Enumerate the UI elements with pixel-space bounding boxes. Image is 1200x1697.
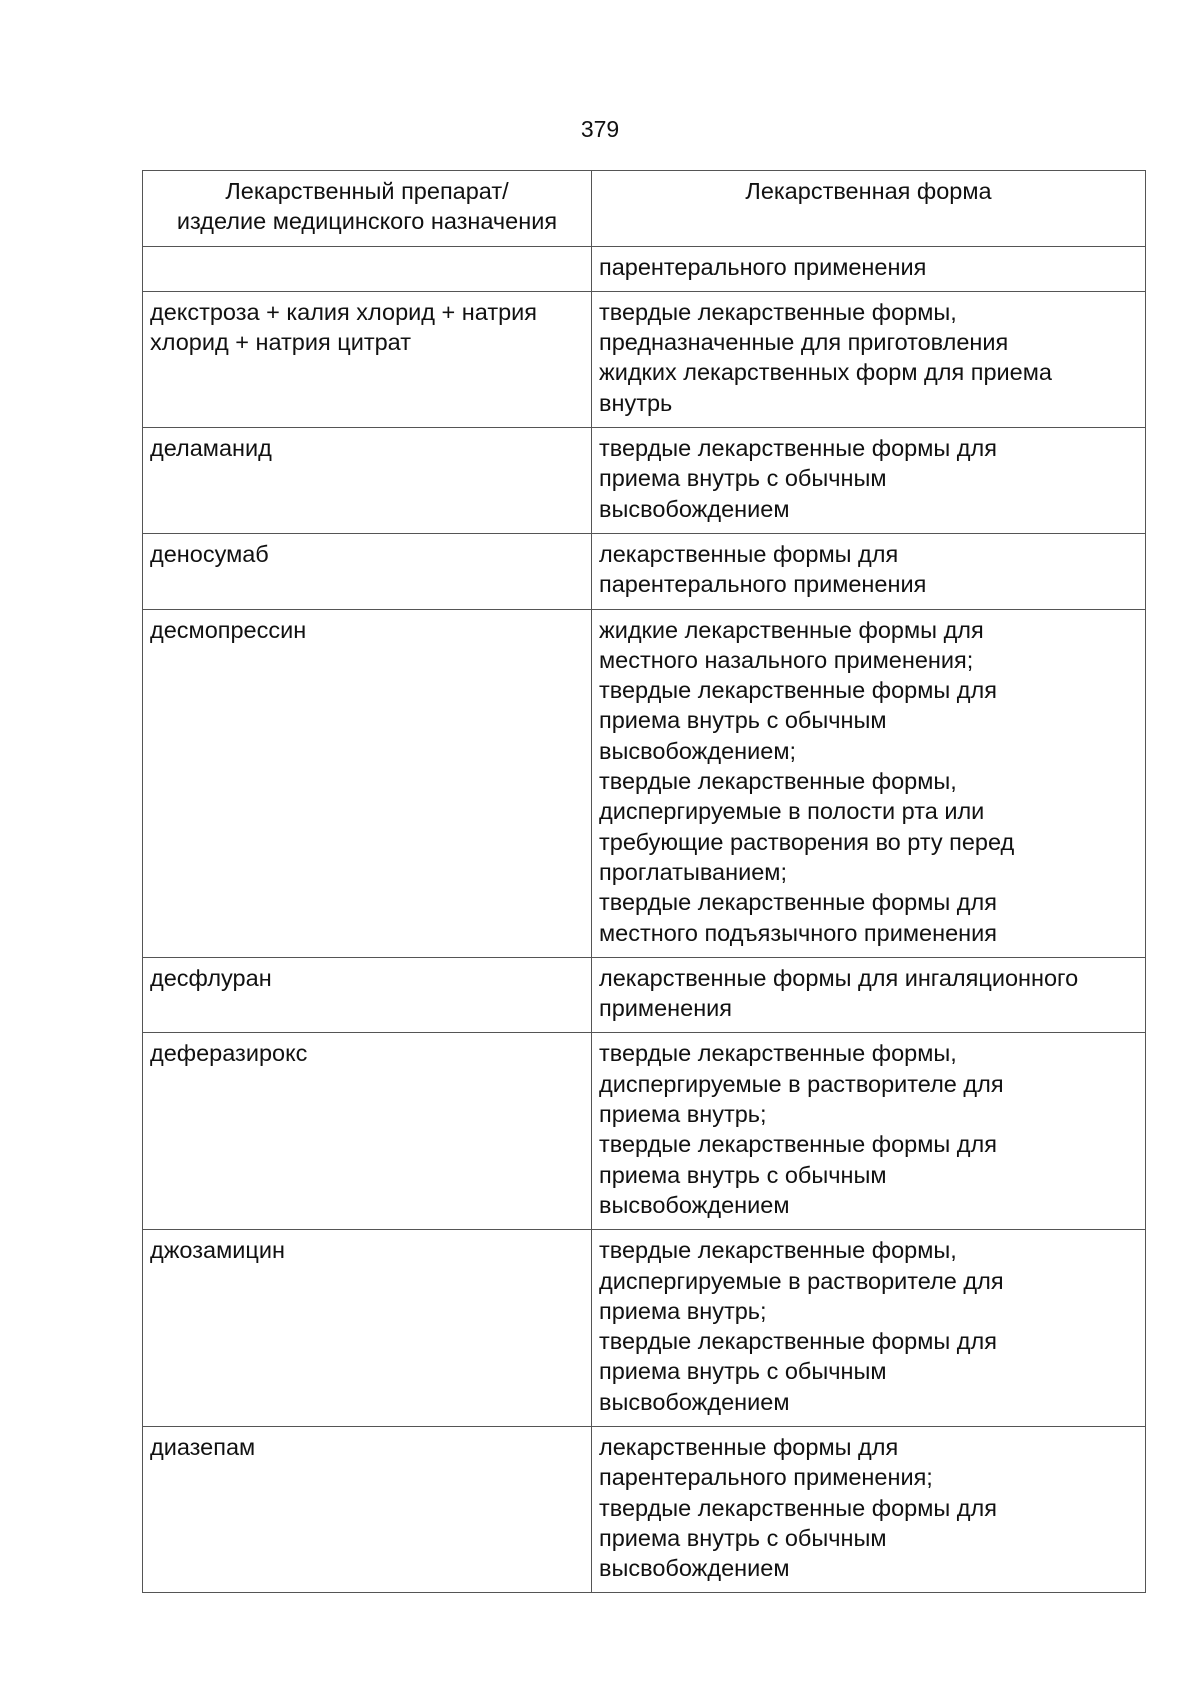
form-cell (592, 428, 1146, 534)
drug-cell (143, 957, 592, 1033)
drug-cell (143, 428, 592, 534)
dosage-form: твердые лекарственные формы, диспергируемые в растворителе для приема внутрь; твердые лекарственные формы для приема внутрь с обычным высвобождением (599, 1237, 1004, 1415)
form-cell (592, 291, 1146, 427)
table-row (143, 246, 1146, 291)
table-row (143, 1426, 1146, 1592)
page-number: 379 (580, 116, 620, 142)
column-header-form-label: Лекарственная форма (745, 178, 992, 204)
table-row (143, 957, 1146, 1033)
table-row (143, 609, 1146, 957)
dosage-form: лекарственные формы для парентерального применения; твердые лекарственные формы для приема внутрь с обычным высвобождением (599, 1433, 997, 1582)
table-row (143, 533, 1146, 609)
drug-forms-table (142, 170, 1146, 1593)
form-cell (592, 1230, 1146, 1427)
drug-name: джозамицин (150, 1237, 285, 1264)
table-row (143, 1033, 1146, 1230)
drug-name: десфлуран (150, 964, 272, 991)
dosage-form: твердые лекарственные формы для приема внутрь с обычным высвобождением (599, 435, 997, 522)
form-cell (592, 609, 1146, 957)
form-cell (592, 246, 1146, 291)
table-row (143, 291, 1146, 427)
table-header-row (143, 171, 1146, 247)
dosage-form: твердые лекарственные формы, диспергируемые в растворителе для приема внутрь; твердые лекарственные формы для приема внутрь с обычным высвобождением (599, 1040, 1004, 1218)
table-row (143, 1230, 1146, 1427)
drug-name: деламанид (150, 435, 272, 462)
form-cell (592, 957, 1146, 1033)
drug-name: деферазирокс (150, 1040, 308, 1067)
drug-cell (143, 533, 592, 609)
form-cell (592, 1426, 1146, 1592)
drug-name: десмопрессин (150, 616, 307, 643)
column-header-form (592, 171, 1146, 247)
dosage-form: лекарственные формы для ингаляционного применения (599, 964, 1079, 1022)
column-header-drug-label: Лекарственный препарат/ изделие медицинского назначения (176, 178, 558, 235)
drug-cell (143, 1426, 592, 1592)
drug-name: деносумаб (150, 540, 269, 567)
form-cell (592, 533, 1146, 609)
dosage-form: парентерального применения (599, 253, 927, 280)
drug-cell (143, 246, 592, 291)
drug-cell (143, 291, 592, 427)
dosage-form: жидкие лекарственные формы для местного назального применения; твердые лекарственные формы для приема внутрь с обычным высвобождением; твердые лекарственные формы, диспергируемые в полости рта или требующие растворения во рту перед проглатыванием; твердые лекарственные формы для местного подъязычного применения (599, 616, 1015, 946)
dosage-form: твердые лекарственные формы, предназначенные для приготовления жидких лекарственных форм для приема внутрь (599, 298, 1052, 416)
dosage-form: лекарственные формы для парентерального применения (599, 540, 927, 598)
drug-name: диазепам (150, 1433, 256, 1460)
column-header-drug (143, 171, 592, 247)
table-row (143, 428, 1146, 534)
drug-cell (143, 1230, 592, 1427)
form-cell (592, 1033, 1146, 1230)
drug-cell (143, 609, 592, 957)
drug-cell (143, 1033, 592, 1230)
drug-name: декстроза + калия хлорид + натрия хлорид + натрия цитрат (150, 298, 538, 356)
